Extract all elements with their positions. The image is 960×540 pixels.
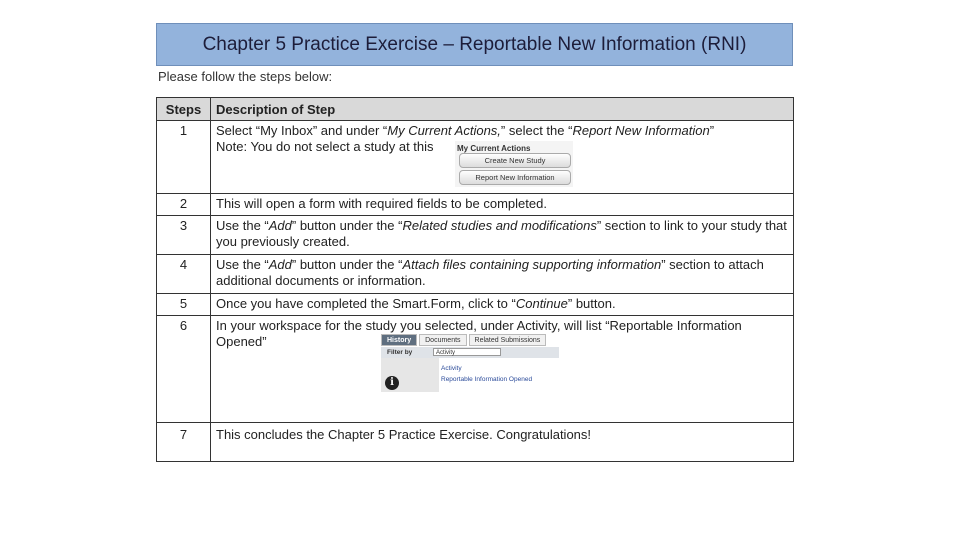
tab-history: History (381, 334, 417, 346)
header-description: Description of Step (211, 98, 794, 121)
step-1-text: Select “My Inbox” and under “My Current Actions,” select the “Report New Information” (216, 123, 715, 138)
step-description: This concludes the Chapter 5 Practice Exercise. Congratulations! (211, 423, 794, 462)
step-description: Use the “Add” button under the “Related studies and modifications” section to link to your study that you previously created. (211, 216, 794, 255)
workspace-activity-screenshot (381, 334, 561, 392)
step-number: 7 (157, 423, 211, 462)
filter-bar (381, 347, 559, 358)
step-description: Use the “Add” button under the “Attach files containing supporting information” section to attach additional documents or information. (211, 255, 794, 294)
table-row (157, 194, 794, 216)
steps-table (156, 97, 794, 462)
activity-entry: Reportable Information Opened (441, 376, 533, 383)
filter-label: Filter by (387, 349, 413, 356)
step-description (211, 316, 794, 423)
tab-documents: Documents (419, 334, 466, 346)
intro-text: Please follow the steps below: (158, 69, 333, 84)
banner-title: Chapter 5 Practice Exercise – Reportable New Information (RNI) (202, 33, 747, 55)
table-header-row (157, 98, 794, 121)
report-new-information-button: Report New Information (459, 170, 571, 185)
table-row (157, 216, 794, 255)
step-description (211, 121, 794, 194)
snippet-header: My Current Actions (457, 144, 531, 153)
my-current-actions-screenshot (455, 141, 573, 187)
info-icon: i (385, 376, 399, 390)
table-row (157, 316, 794, 423)
header-steps: Steps (157, 98, 211, 121)
table-row (157, 294, 794, 316)
title-banner (156, 23, 793, 66)
table-row (157, 255, 794, 294)
workspace-tabs (381, 334, 548, 346)
activity-column-header: Activity (441, 365, 462, 372)
step-number: 1 (157, 121, 211, 194)
step-number: 2 (157, 194, 211, 216)
table-row (157, 121, 794, 194)
step-number: 6 (157, 316, 211, 423)
filter-select: Activity (433, 348, 501, 356)
step-description: Once you have completed the Smart.Form, click to “Continue” button. (211, 294, 794, 316)
step-number: 5 (157, 294, 211, 316)
step-description: This will open a form with required fields to be completed. (211, 194, 794, 216)
tab-related-submissions: Related Submissions (469, 334, 547, 346)
create-new-study-button: Create New Study (459, 153, 571, 168)
step-number: 3 (157, 216, 211, 255)
step-1-note: Note: You do not select a study at this (216, 139, 434, 154)
step-6-text: In your workspace for the study you selected, under Activity, will list “Reportable Information Opened” (216, 318, 742, 349)
table-row (157, 423, 794, 462)
step-number: 4 (157, 255, 211, 294)
